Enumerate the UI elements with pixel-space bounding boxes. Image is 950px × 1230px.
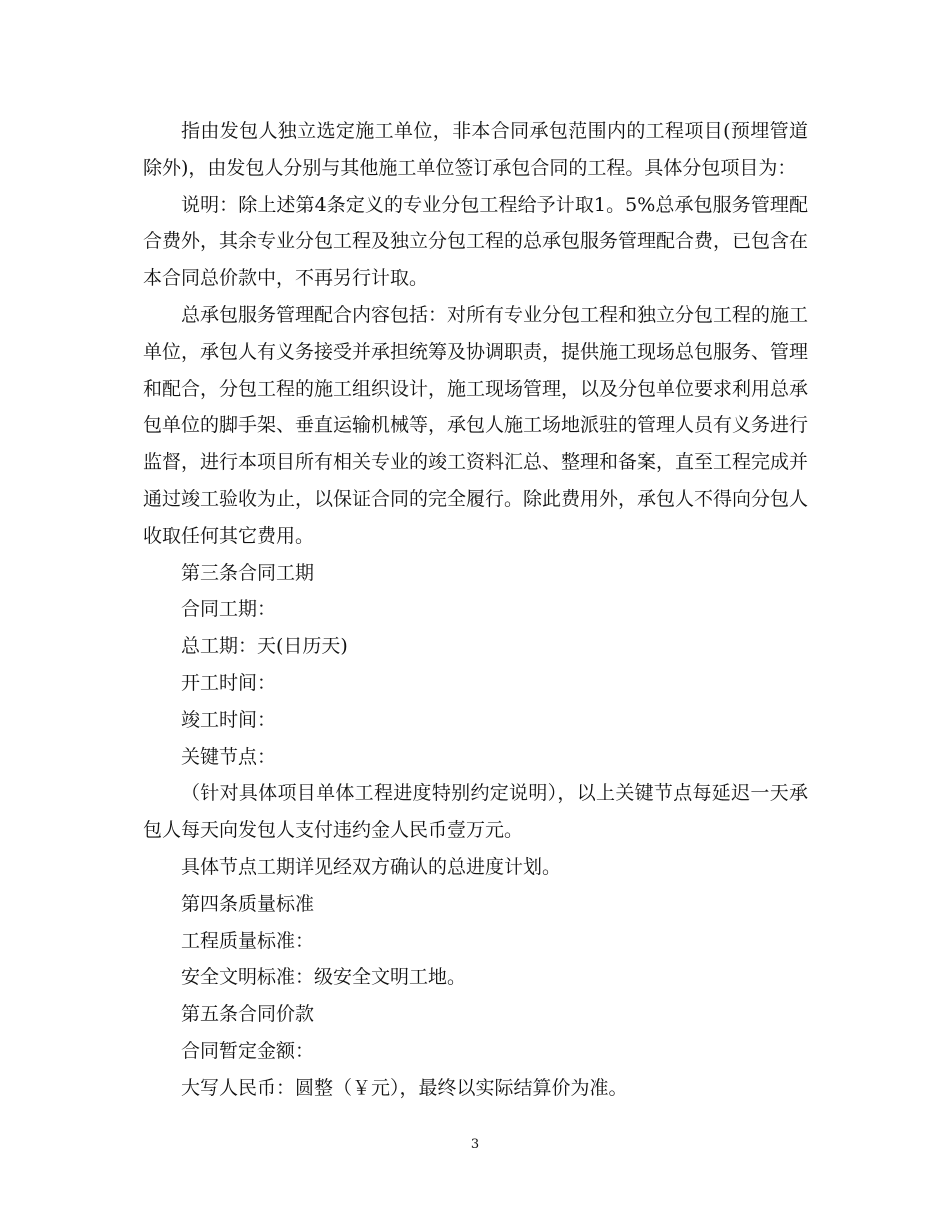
paragraph-schedule-plan: 具体节点工期详见经双方确认的总进度计划。	[181, 855, 562, 878]
paragraph-milestone-penalty: （针对具体项目单体工程进度特别约定说明），以上关键节点每延迟一天承包人每天向发包人支付违约金人民币壹万元。	[143, 782, 808, 842]
document-body	[143, 113, 808, 1107]
paragraph-explanation: 说明：除上述第4条定义的专业分包工程给予计取1。5%总承包服务管理配合费外，其余专业分包工程及独立分包工程的总承包服务管理配合费，已包含在本合同总价款中，不再另行计取。	[143, 193, 809, 290]
paragraph-key-milestones: 关键节点：	[181, 745, 277, 768]
paragraph-total-period: 总工期：天(日历天)	[181, 635, 348, 658]
section-heading-quality-standard: 第四条质量标准	[181, 892, 315, 915]
paragraph-safety-standard: 安全文明标准：级安全文明工地。	[181, 966, 467, 989]
paragraph-service-content: 总承包服务管理配合内容包括：对所有专业分包工程和独立分包工程的施工单位，承包人有义务接受并承担统筹及协调职责，提供施工现场总包服务、管理和配合，分包工程的施工组织设计，施工现场管理，以及分包单位要求利用总承包单位的脚手架、垂直运输机械等，承包人施工场地派驻的管理人员有义务进行监督，进行本项目所有相关专业的竣工资料汇总、整理和备案，直至工程完成并通过竣工验收为止，以保证合同的完全履行。除此费用外，承包人不得向分包人收取任何其它费用。	[143, 303, 809, 547]
paragraph-completion-date: 竣工时间：	[181, 708, 277, 731]
paragraph-contract-period: 合同工期：	[181, 598, 277, 621]
paragraph-amount-in-words: 大写人民币：圆整（￥元），最终以实际结算价为准。	[181, 1076, 628, 1099]
section-heading-contract-price: 第五条合同价款	[181, 1003, 315, 1026]
paragraph-start-date: 开工时间：	[181, 671, 277, 694]
paragraph-quality-standard: 工程质量标准：	[181, 929, 315, 952]
page-number: 3	[470, 1137, 480, 1152]
paragraph-independent-subcontract: 指由发包人独立选定施工单位，非本合同承包范围内的工程项目(预埋管道除外)，由发包人分别与其他施工单位签订承包合同的工程。具体分包项目为：	[143, 120, 808, 179]
paragraph-provisional-amount: 合同暂定金额：	[181, 1039, 315, 1062]
section-heading-contract-period: 第三条合同工期	[181, 561, 315, 584]
